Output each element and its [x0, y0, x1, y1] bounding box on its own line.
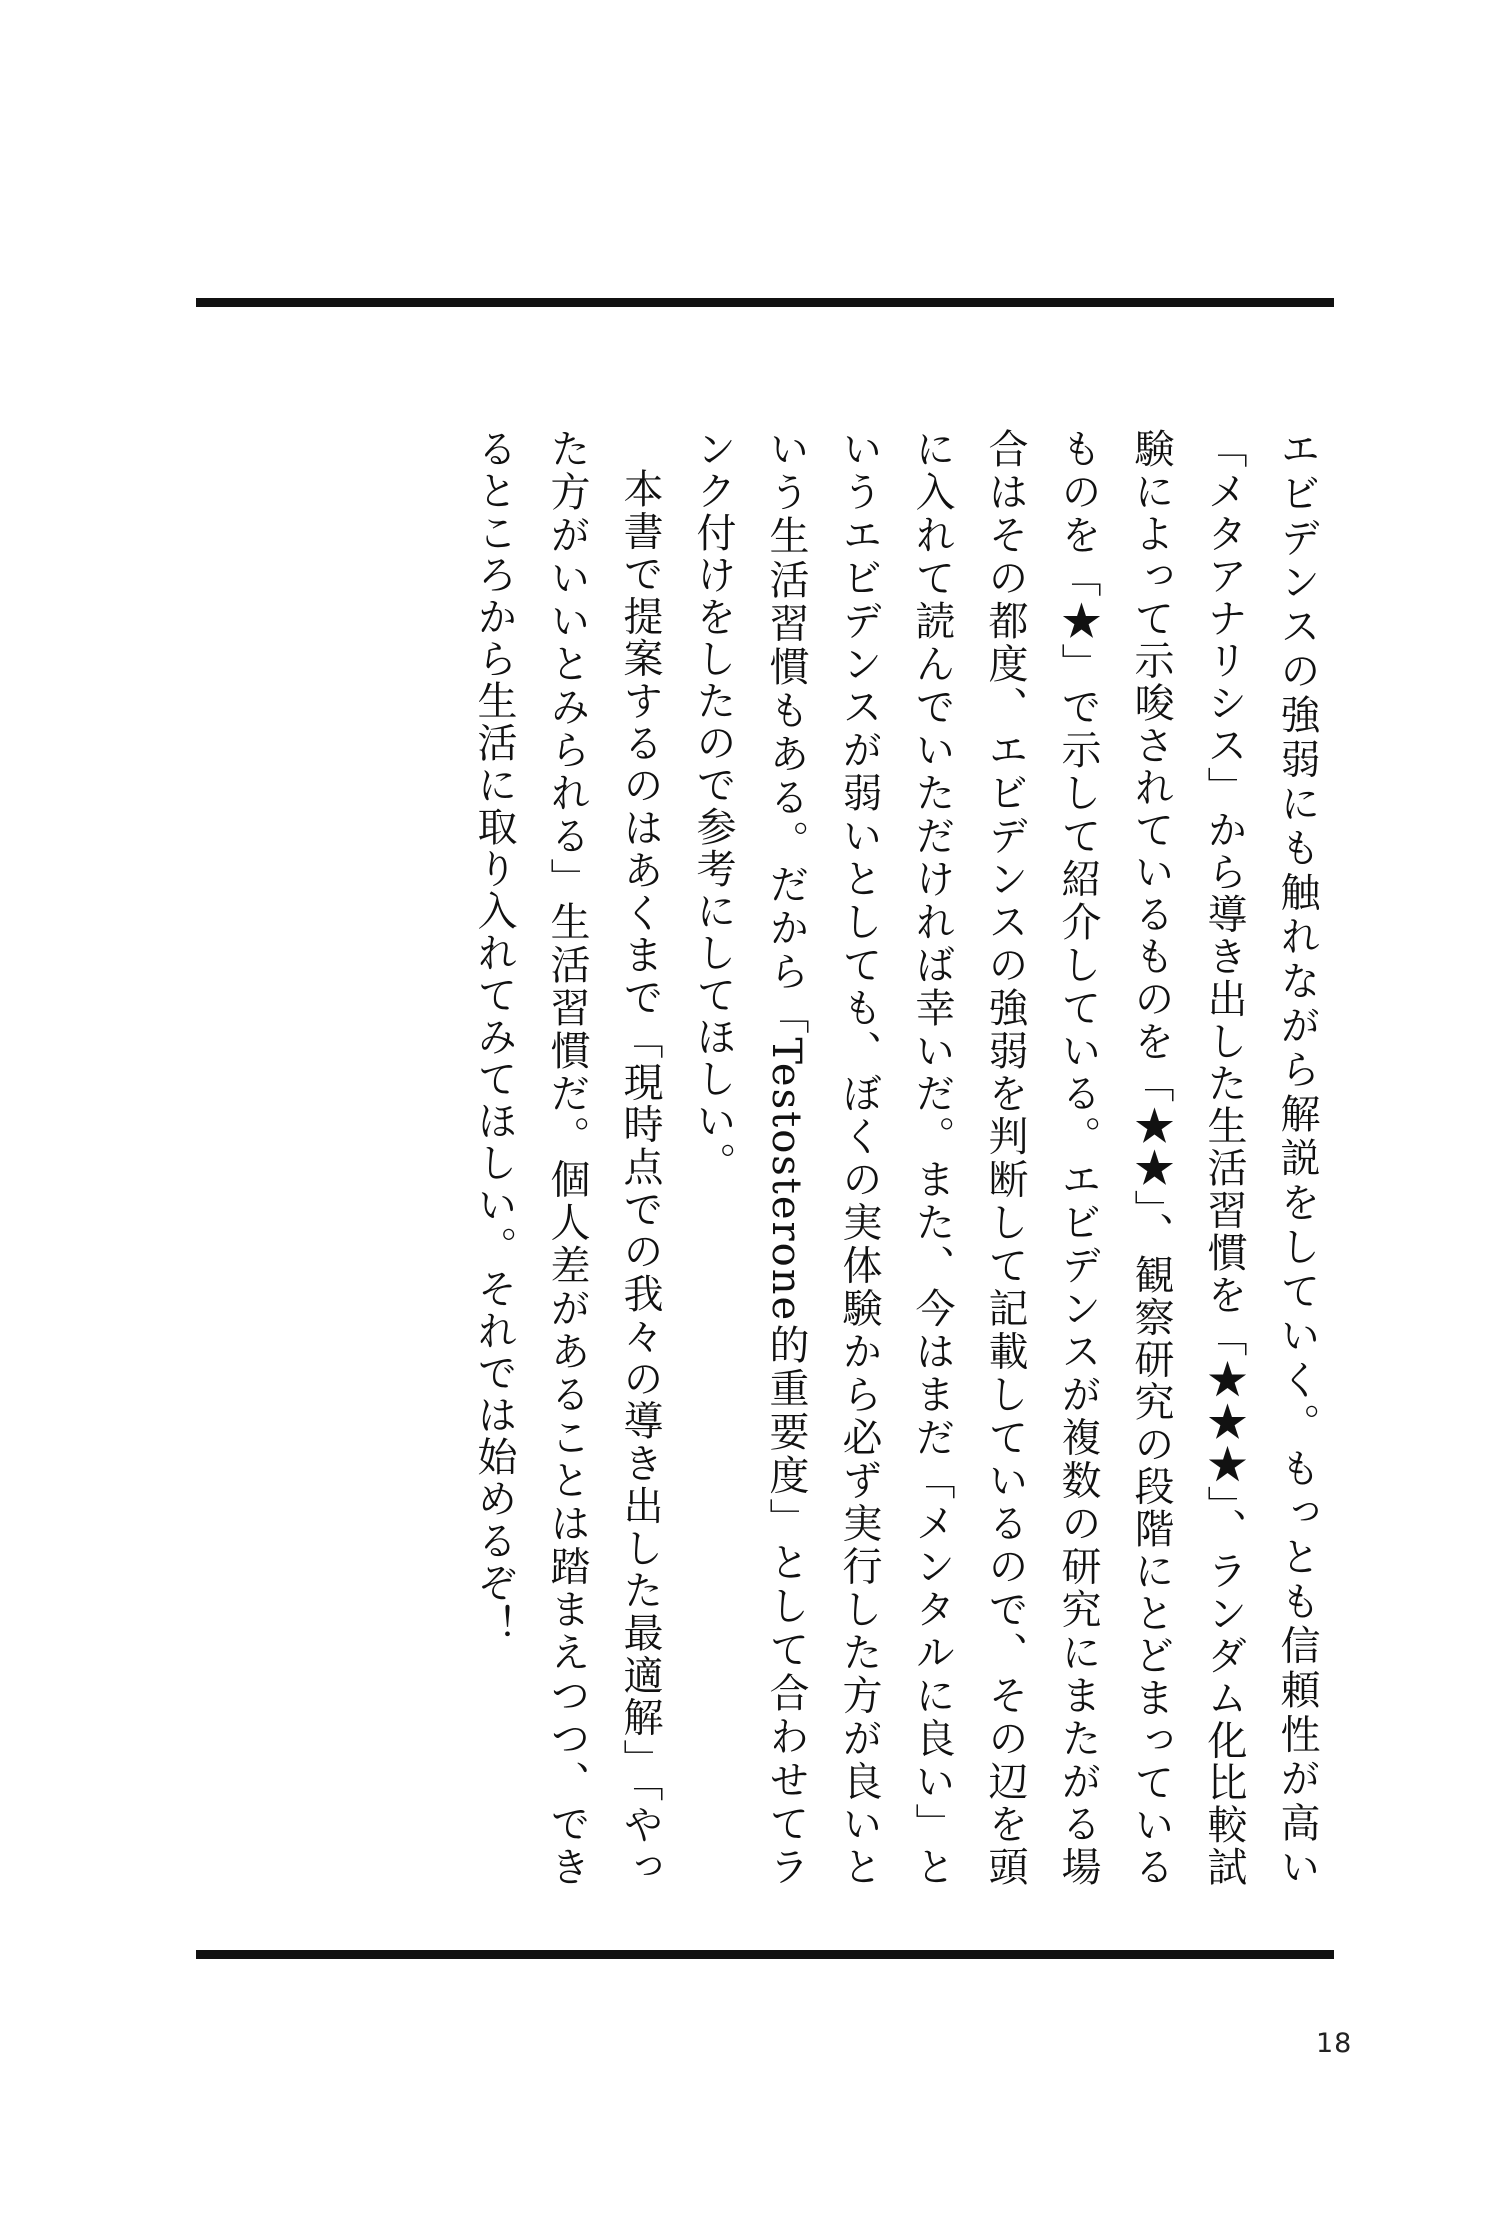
paragraph: 本書で提案するのはあくまで「現時点での我々の導き出した最適解」「やった方がいいとみられる」生活習慣だ。個人差があることは踏まえつつ、できるところから生活に取り入れてみてほしい。それでは始めるぞ！: [471, 428, 663, 1888]
vertical-text-body: [183, 428, 1333, 1888]
top-rule: [196, 298, 1334, 307]
bottom-rule: [196, 1950, 1334, 1959]
paragraph: エビデンスの強弱にも触れながら解説をしていく。もっとも信頼性が高い「メタアナリシス」から導き出した生活習慣を「★★★」、ランダム化比較試験によって示唆されているものを「★★」、観察研究の段階にとどまっているものを「★」で示して紹介している。エビデンスが複数の研究にまたがる場合はその都度、エビデンスの強弱を判断して記載しているので、その辺を頭に入れて読んでいただければ幸いだ。また、今はまだ「メンタルに良い」というエビデンスが弱いとしても、ぼくの実体験から必ず実行した方が良いという生活習慣もある。だから「Testosterone的重要度」として合わせてランク付けをしたので参考にしてほしい。: [690, 428, 1320, 1888]
page-number: 18: [1316, 2028, 1353, 2059]
